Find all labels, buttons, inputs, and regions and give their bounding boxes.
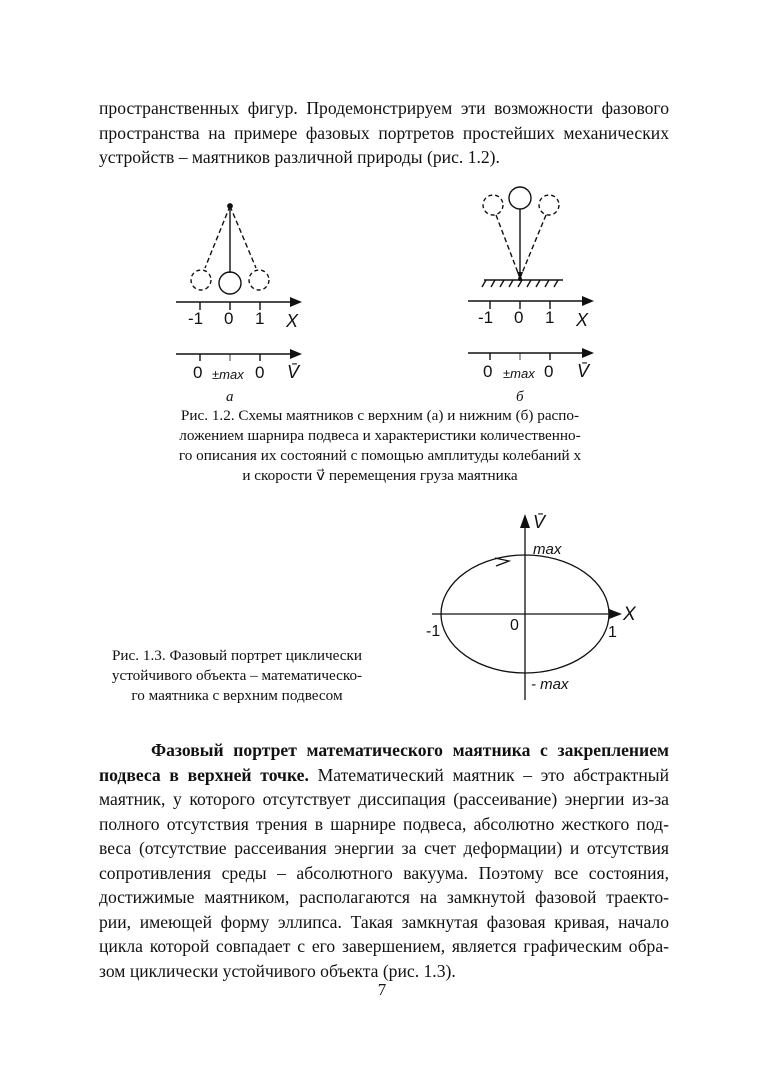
y-axis-label: V̄ [533,512,546,532]
text-line: веса (отсутствие рассеивания энергии за счет деформации) и отсутствия [99,838,669,858]
panel-a-label: а [226,389,234,405]
section-heading-cont: подвеса в верхней точке. [99,764,309,785]
v-axis-label: V̄ [577,361,590,381]
text-line: сопротивления среды – абсолютного вакуума. Поэтому все состояния, [99,862,669,883]
caption-line: Рис. 1.3. Фазовый портрет циклически [111,647,363,664]
text-line: пространственных фигур. Продемонстрируем эти возможности фазового [99,98,669,118]
text-line: маятник, у которого отсутствует диссипация (рассеивание) энергии из-за [99,789,669,809]
x-axis-label: X [576,310,589,330]
caption-line: го маятника с верхним подвесом [131,687,343,704]
caption-line: и скорости v⃗ перемещения груза маятника [242,467,518,484]
v-tick-0-left: 0 [483,362,493,381]
page-number: 7 [377,980,387,999]
v-tick-0-right: 0 [544,362,554,381]
v-axis-label: V̄ [287,362,300,382]
text-line [99,763,669,788]
label-neg-max: - max [531,676,569,693]
x-tick-0: 0 [224,309,234,328]
x-axis-label: X [286,311,299,331]
x-axis-label: X [623,604,636,625]
figure-1-2-caption [130,406,630,486]
main-paragraph [99,738,669,983]
caption-line: ложением шарнира подвеса и характеристики количественно- [179,427,581,444]
label-neg-one: -1 [426,623,441,640]
caption-line: Рис. 1.2. Схемы маятников с верхним (а) и нижним (б) распо- [180,407,580,424]
x-tick-neg-1: -1 [478,308,494,327]
v-tick-max: ±max [212,367,244,382]
panel-b-label: б [516,389,524,405]
x-tick-0: 0 [514,308,524,327]
text-line: цикла которой совпадает с его завершением, является графическим обра- [99,936,669,956]
caption-line: го описания их состояний с помощью амплитуды колебаний x [178,447,582,464]
section-heading: Фазовый портрет математического маятника с закреплением [151,740,669,760]
text-line: достижимые маятником, располагаются на замкнутой фазовой траекто- [99,887,669,907]
label-max: max [533,541,562,558]
text-line: полного отсутствия трения в шарнире подвеса, абсолютно жесткого под- [99,813,669,834]
v-tick-0-left: 0 [193,363,203,382]
x-tick-1: 1 [255,309,265,328]
text-line: устройств – маятников различной природы (рис. 1.2). [99,147,500,167]
figure-1-3-caption [92,646,382,706]
x-tick-1: 1 [545,308,555,327]
text-line: рии, имеющей форму эллипса. Такая замкнутая фазовая кривая, начало [99,911,669,932]
text-line: зом циклически устойчивого объекта (рис. 1.3). [99,960,456,981]
text-line [99,738,669,763]
label-origin: 0 [510,617,519,634]
text-span: Математический маятник – это абстрактный [308,764,669,785]
label-one: 1 [608,624,617,641]
v-tick-max: ±max [503,366,535,381]
v-tick-0-right: 0 [255,363,265,382]
intro-paragraph [99,96,669,170]
text-line: пространства на примере фазовых портретов простейших механических [99,122,669,143]
caption-line: устойчивого объекта – математическо- [111,667,363,684]
x-tick-neg-1: -1 [188,309,204,328]
